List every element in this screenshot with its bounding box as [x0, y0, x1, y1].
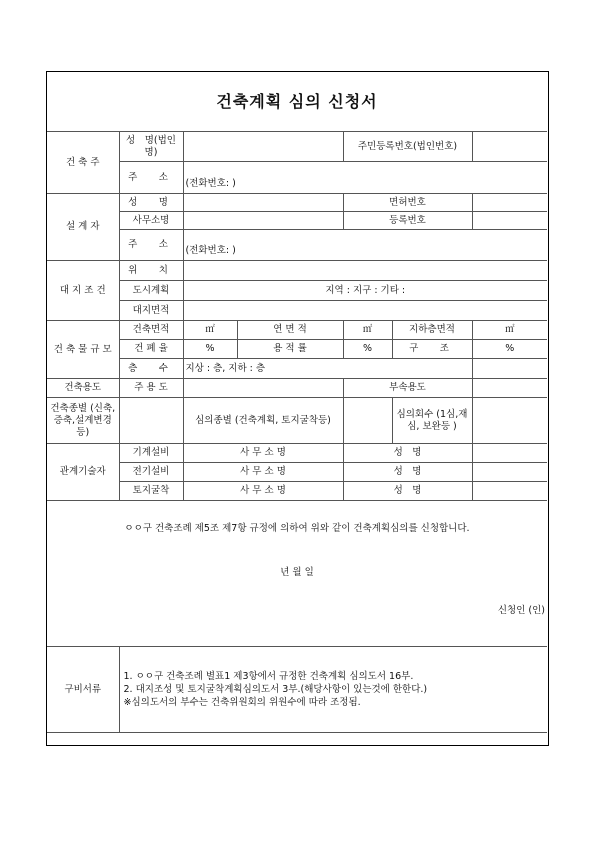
owner-name-label: 성 명(법인명)	[119, 132, 183, 162]
urban-plan-label: 도시계획	[119, 281, 183, 301]
engineer-extra-excavation[interactable]	[472, 482, 547, 501]
kind-section-label: 건축종별 (신축,증축,설계변경등)	[47, 398, 119, 444]
designer-office-label: 사무소명	[119, 212, 183, 230]
review-kind-field[interactable]	[343, 398, 392, 444]
use-section-label: 건축용도	[47, 379, 119, 398]
designer-registration-field[interactable]	[472, 212, 547, 230]
declaration-section	[47, 501, 547, 647]
designer-name-label: 성 명	[119, 194, 183, 212]
floors-field[interactable]: 지상 : 층, 지하 : 층	[183, 359, 472, 379]
building-area-field[interactable]: ㎡	[183, 321, 237, 340]
engineer-field-excavation: 토지굴착	[119, 482, 183, 501]
structure-field[interactable]: %	[472, 340, 547, 359]
urban-plan-field[interactable]: 지역 : 지구 : 기타 :	[183, 281, 547, 301]
basement-area-label: 지하층면적	[392, 321, 472, 340]
engineer-field-mechanical: 기계설비	[119, 444, 183, 463]
documents-section-label: 구비서류	[47, 647, 119, 733]
document-item: 1. ㅇㅇ구 건축조례 별표1 제3항에서 규정한 건축계획 심의도서 16부.	[123, 671, 414, 682]
floors-label: 층 수	[119, 359, 183, 379]
accessory-use-label: 부속용도	[343, 379, 472, 398]
designer-address-field[interactable]: (전화번호: )	[183, 230, 547, 261]
far-label: 용 적 률	[237, 340, 343, 359]
form-table	[47, 72, 547, 733]
accessory-use-field[interactable]	[472, 379, 547, 398]
engineer-extra-mechanical[interactable]	[472, 444, 547, 463]
owner-address-label: 주 소	[119, 162, 183, 194]
engineer-name-excavation[interactable]: 성 명	[343, 482, 472, 501]
site-area-field[interactable]	[183, 301, 547, 321]
far-field[interactable]: %	[343, 340, 392, 359]
engineer-office-mechanical[interactable]: 사 무 소 명	[183, 444, 343, 463]
engineer-office-excavation[interactable]: 사 무 소 명	[183, 482, 343, 501]
applicant-signature: 신청인 (인)	[497, 605, 545, 616]
designer-address-label: 주 소	[119, 230, 183, 261]
designer-name-field[interactable]	[183, 194, 343, 212]
engineer-office-electrical[interactable]: 사 무 소 명	[183, 463, 343, 482]
owner-address-field[interactable]: (전화번호: )	[183, 162, 547, 194]
scale-section-label: 건 축 물 규 모	[47, 321, 119, 379]
structure-label: 구 조	[392, 340, 472, 359]
document-item: 2. 대지조성 및 토지굴착계획심의도서 3부.(해당사항이 있는것에 한한다.)	[123, 684, 428, 695]
engineer-name-electrical[interactable]: 성 명	[343, 463, 472, 482]
basement-area-field[interactable]: ㎡	[472, 321, 547, 340]
building-area-label: 건축면적	[119, 321, 183, 340]
designer-registration-label: 등록번호	[343, 212, 472, 230]
engineers-section-label: 관계기술자	[47, 444, 119, 501]
declaration-text: ㅇㅇ구 건축조례 제5조 제7항 규정에 의하여 위와 같이 건축계획심의를 신청합니다.	[124, 523, 470, 534]
document-note: ※심의도서의 부수는 건축위원회의 위원수에 따라 조정됨.	[123, 697, 361, 708]
form-title: 건축계획 심의 신청서	[47, 72, 547, 132]
site-area-label: 대지면적	[119, 301, 183, 321]
date-line: 년 월 일	[280, 567, 314, 578]
review-count-label: 심의회수 (1심,재심, 보완등 )	[392, 398, 472, 444]
owner-reg-field[interactable]	[472, 132, 547, 162]
owner-section-label: 건 축 주	[47, 132, 119, 194]
coverage-label: 건 폐 율	[119, 340, 183, 359]
main-use-field[interactable]	[183, 379, 343, 398]
total-floor-label: 연 면 적	[237, 321, 343, 340]
application-form	[46, 71, 549, 746]
main-use-label: 주 용 도	[119, 379, 183, 398]
floors-extra-field[interactable]	[472, 359, 547, 379]
engineer-name-mechanical[interactable]: 성 명	[343, 444, 472, 463]
owner-name-field[interactable]	[183, 132, 343, 162]
total-floor-field[interactable]: ㎡	[343, 321, 392, 340]
engineer-extra-electrical[interactable]	[472, 463, 547, 482]
coverage-field[interactable]: %	[183, 340, 237, 359]
review-kind-label: 심의종별 (건축계획, 토지굴착등)	[183, 398, 343, 444]
designer-license-label: 면허번호	[343, 194, 472, 212]
designer-license-field[interactable]	[472, 194, 547, 212]
site-location-field[interactable]	[183, 261, 547, 281]
engineer-field-electrical: 전기설비	[119, 463, 183, 482]
designer-section-label: 설 계 자	[47, 194, 119, 261]
site-section-label: 대 지 조 건	[47, 261, 119, 321]
review-count-field[interactable]	[472, 398, 547, 444]
site-location-label: 위 치	[119, 261, 183, 281]
designer-office-field[interactable]	[183, 212, 343, 230]
owner-reg-label: 주민등록번호(법인번호)	[343, 132, 472, 162]
kind-field[interactable]	[119, 398, 183, 444]
documents-list	[119, 647, 547, 733]
